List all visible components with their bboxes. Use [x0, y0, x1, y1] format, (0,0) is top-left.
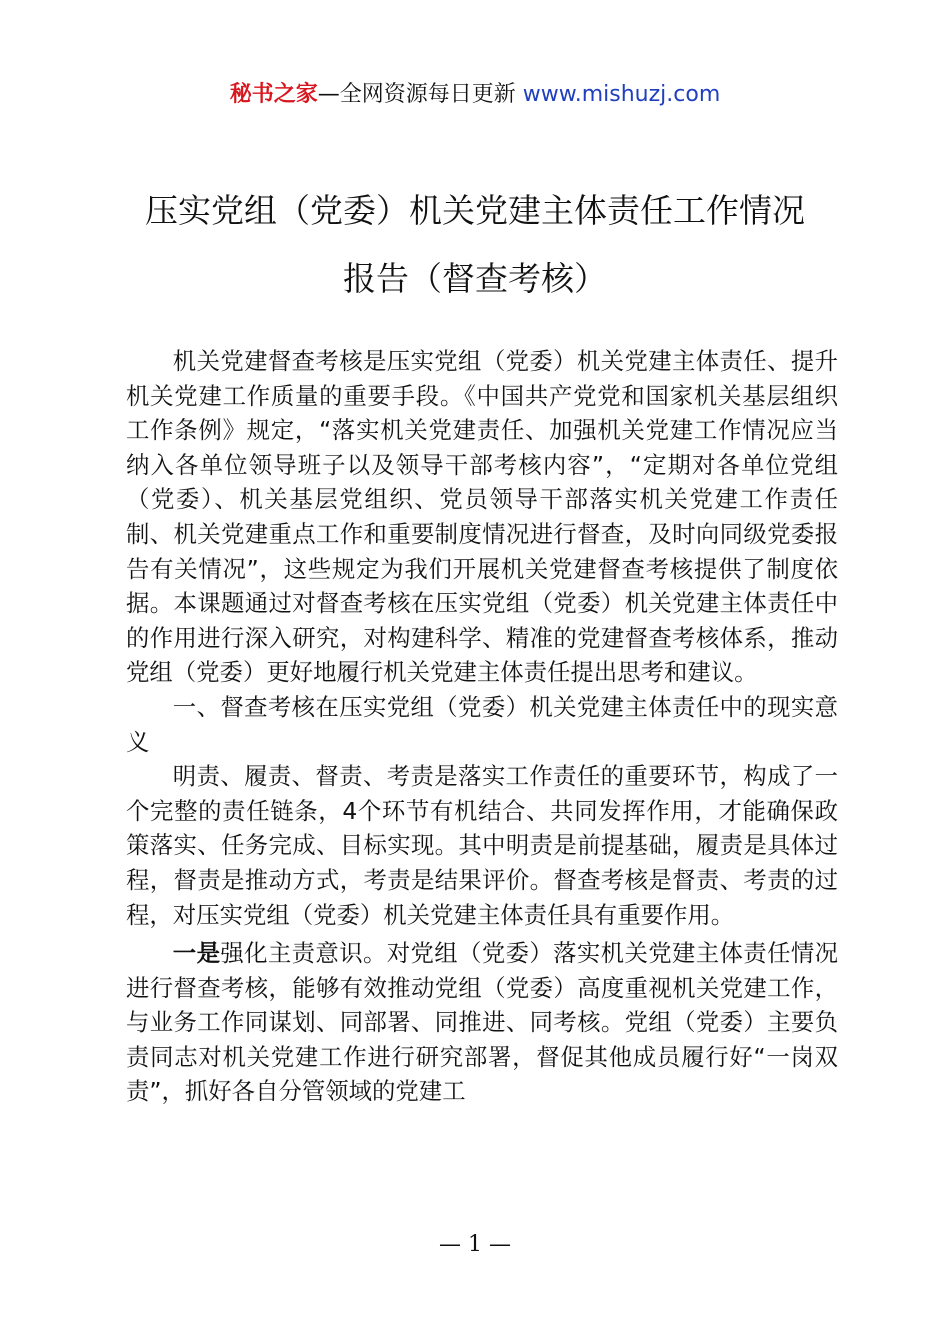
- banner-url-link[interactable]: www.mishuzj.com: [522, 82, 721, 107]
- point-one-lead: 一是: [172, 939, 221, 968]
- paragraph-point-one: [126, 936, 838, 1109]
- site-banner: [0, 80, 950, 110]
- page-number: — 1 —: [439, 1232, 511, 1257]
- document-title-line1: 压实党组（党委）机关党建主体责任工作情况: [145, 191, 805, 230]
- point-one-text: 强化主责意识。对党组（党委）落实机关党建主体责任情况进行督查考核，能够有效推动党组（党委）高度重视机关党建工作，与业务工作同谋划、同部署、同推进、同考核。党组（党委）主要负责同志对机关党建工作进行研究部署，督促其他成员履行好“一岗双责”，抓好各自分管领域的党建工: [126, 939, 839, 1106]
- paragraph-intro: 机关党建督查考核是压实党组（党委）机关党建主体责任、提升机关党建工作质量的重要手段。《中国共产党党和国家机关基层组织工作条例》规定，“落实机关党建责任、加强机关党建工作情况应当纳入各单位领导班子以及领导干部考核内容”，“定期对各单位党组（党委）、机关基层党组织、党员领导干部落实机关党建工作责任制、机关党建重点工作和重要制度情况进行督查，及时向同级党委报告有关情况”，这些规定为我们开展机关党建督查考核提供了制度依据。本课题通过对督查考核在压实党组（党委）机关党建主体责任中的作用进行深入研究，对构建科学、精准的党建督查考核体系，推动党组（党委）更好地履行机关党建主体责任提出思考和建议。: [126, 347, 838, 687]
- paragraph-significance: 明责、履责、督责、考责是落实工作责任的重要环节，构成了一个完整的责任链条，4个环节有机结合、共同发挥作用，才能确保政策落实、任务完成、目标实现。其中明责是前提基础，履责是具体过程，督责是推动方式，考责是结果评价。督查考核是督责、考责的过程，对压实党组（党委）机关党建主体责任具有重要作用。: [126, 762, 838, 929]
- document-title-line2: 报告（督查考核）: [343, 259, 607, 298]
- document-body: [126, 344, 838, 1109]
- banner-tagline: —全网资源每日更新: [317, 82, 523, 107]
- section-heading-1: 一、督查考核在压实党组（党委）机关党建主体责任中的现实意义: [126, 692, 838, 756]
- banner-brand: 秘书之家: [229, 82, 318, 107]
